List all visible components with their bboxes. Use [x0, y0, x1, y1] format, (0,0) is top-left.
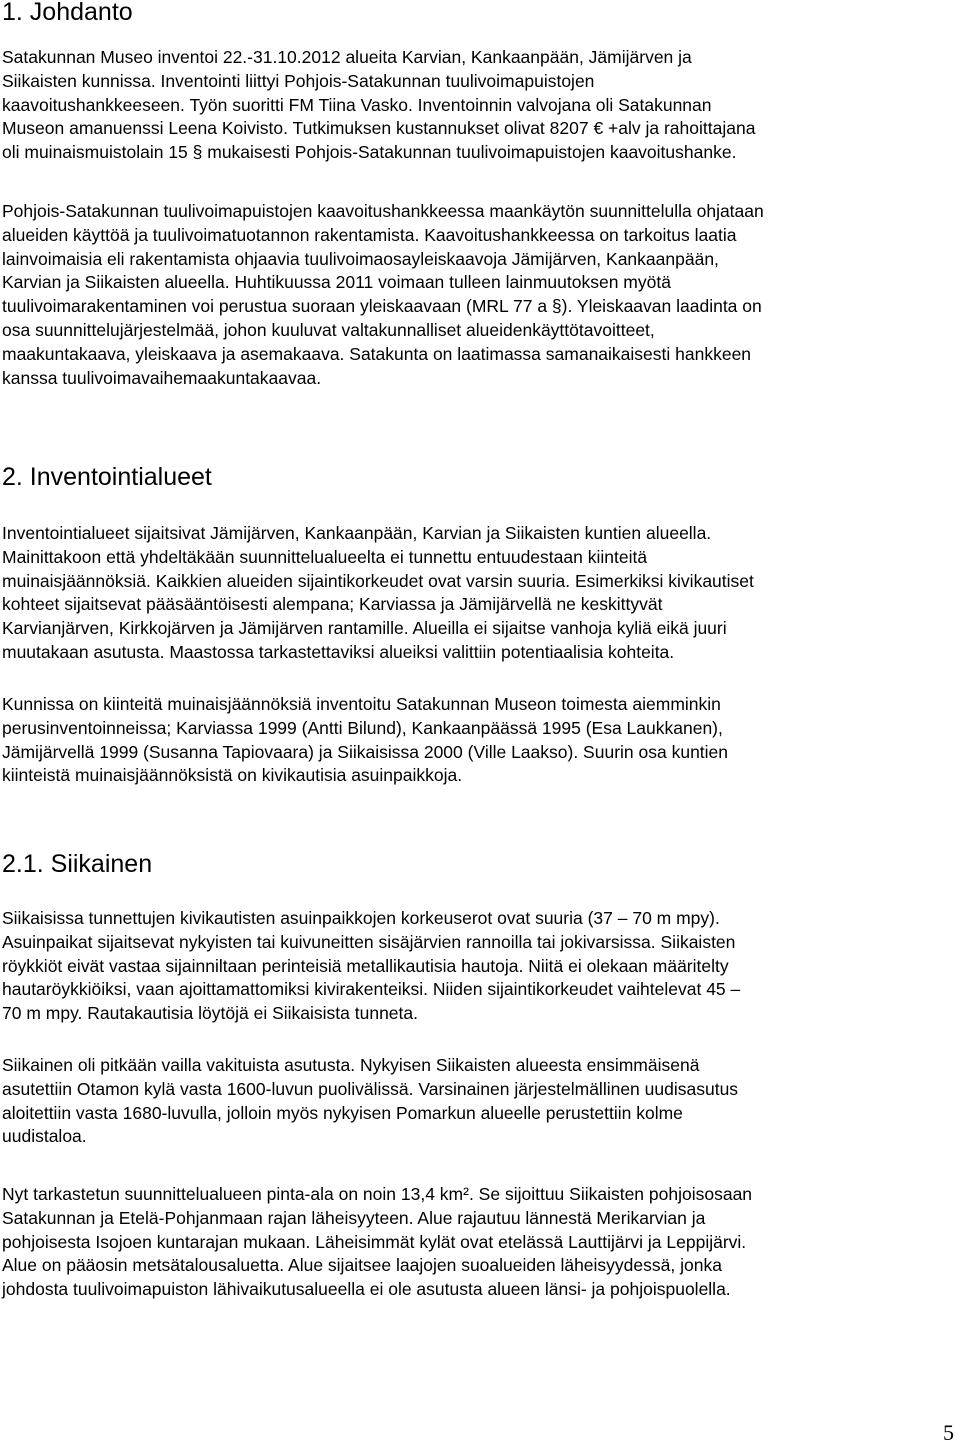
text-line: Karvian ja Siikaisten alueella. Huhtikuussa 2011 voimaan tulleen lainmuutoksen myötä — [2, 272, 671, 293]
text-line: oli muinaismuistolain 15 § mukaisesti Pohjois-Satakunnan tuulivoimapuistojen kaavoitushanke. — [2, 142, 737, 163]
text-line: kanssa tuulivoimavaihemaakuntakaavaa. — [2, 367, 322, 388]
section-heading-johdanto: 1. Johdanto — [2, 0, 133, 26]
text-line: Siikainen oli pitkään vailla vakituista asutusta. Nykyisen Siikaisten alueesta ensimmäisenä — [2, 1055, 700, 1075]
text-line: tuulivoimarakentaminen voi perustua suoraan yleiskaavaan (MRL 77 a §). Yleiskaavan laadinta on — [2, 296, 762, 317]
text-line: asutettiin Otamon kylä vasta 1600-luvun puolivälissä. Varsinainen järjestelmällinen uudisasutus — [2, 1078, 739, 1099]
text-line: Mainittakoon että yhdeltäkään suunnittelualueelta ei tunnettu entuudestaan kiinteitä — [2, 546, 648, 567]
text-line: Inventointialueet sijaitsivat Jämijärven, Kankaanpään, Karvian ja Siikaisten kuntien alueella. — [2, 523, 712, 543]
text-line: muutakaan asutusta. Maastossa tarkastettaviksi alueiksi valittiin potentiaalisia kohteita. — [2, 641, 675, 662]
paragraph-siikainen-history — [2, 1054, 958, 1149]
section-heading-siikainen: 2.1. Siikainen — [2, 850, 153, 878]
page-number: 5 — [943, 1420, 954, 1445]
text-line: kaavoitushankkeeseen. Työn suoritti FM Tiina Vasko. Inventoinnin valvojana oli Satakunnan — [2, 94, 712, 115]
paragraph-siikainen-area — [2, 1183, 958, 1302]
section-heading-inventointialueet: 2. Inventointialueet — [2, 463, 212, 491]
text-line: Pohjois-Satakunnan tuulivoimapuistojen kaavoitushankkeessa maankäytön suunnittelulla ohjataan — [2, 201, 764, 221]
text-line: Satakunnan Museo inventoi 22.-31.10.2012 alueita Karvian, Kankaanpään, Jämijärven ja — [2, 47, 692, 67]
text-line: Asuinpaikat sijaitsevat nykyisten tai kuivuneitten sisäjärvien rannoilla tai jokivarsissa. Siikaisten — [2, 931, 736, 952]
text-line: Nyt tarkastetun suunnittelualueen pinta-ala on noin 13,4 km². Se sijoittuu Siikaisten pohjoisosaan — [2, 1184, 753, 1204]
text-line: muinaisjäännöksiä. Kaikkien alueiden sijaintikorkeudet ovat varsin suuria. Esimerkiksi kivikautiset — [2, 570, 754, 591]
text-line: röykkiöt eivät vastaa sijainniltaan perinteisiä metallikautisia hautoja. Niitä ei olekaan määritelty — [2, 955, 729, 976]
text-line: Alue on pääosin metsätalousaluetta. Alue sijaitsee laajojen suoalueiden läheisyydessä, jonka — [2, 1255, 722, 1276]
text-line: Satakunnan ja Etelä-Pohjanmaan rajan läheisyyteen. Alue rajautuu lännestä Merikarvian ja — [2, 1207, 706, 1228]
text-line: johdosta tuulivoimapuiston lähivaikutusalueella ei ole asutusta alueen länsi- ja pohjoispuolella. — [2, 1279, 731, 1300]
text-line: osa suunnittelujärjestelmää, johon kuuluvat valtakunnalliset alueidenkäyttötavoitteet, — [2, 319, 655, 340]
paragraph-siikainen-sites — [2, 907, 958, 1026]
paragraph-previous-inventories — [2, 693, 958, 788]
text-line: Museon amanuenssi Leena Koivisto. Tutkimuksen kustannukset olivat 8207 € +alv ja rahoittajana — [2, 118, 756, 139]
text-line: perusinventoinneissa; Karviassa 1999 (Antti Bilund), Kankaanpäässä 1995 (Esa Laukkanen), — [2, 717, 723, 738]
text-line: Siikaisissa tunnettujen kivikautisten asuinpaikkojen korkeuserot ovat suuria (37 – 70 m mpy). — [2, 908, 720, 928]
text-line: kiinteistä muinaisjäännöksistä on kivikautisia asuinpaikkoja. — [2, 765, 463, 786]
text-line: hautaröykkiöiksi, vaan ajoittamattomiksi kivirakenteiksi. Niiden sijaintikorkeudet vaihtelevat 45 – — [2, 979, 741, 1000]
text-line: kohteet sijaitsevat pääsääntöisesti alempana; Karviassa ja Jämijärvellä ne keskittyvät — [2, 594, 663, 615]
text-line: 70 m mpy. Rautakautisia löytöjä ei Siikaisista tunneta. — [2, 1003, 418, 1024]
text-line: pohjoisesta Isojoen kuntarajan mukaan. Läheisimmät kylät ovat etelässä Lauttijärvi ja Leppijärvi. — [2, 1231, 747, 1252]
text-line: lainvoimaisia eli rakentamista ohjaavia tuulivoimaosayleiskaavoja Jämijärven, Kankaanpään, — [2, 248, 719, 269]
text-line: Jämijärvellä 1999 (Susanna Tapiovaara) ja Siikaisissa 2000 (Ville Laakso). Suurin osa kuntien — [2, 741, 729, 762]
paragraph-areas — [2, 522, 958, 665]
text-line: Siikaisten kunnissa. Inventointi liittyi Pohjois-Satakunnan tuulivoimapuistojen — [2, 70, 595, 91]
text-line: maakuntakaava, yleiskaava ja asemakaava. Satakunta on laatimassa samanaikaisesti hankkeen — [2, 343, 752, 364]
paragraph-project — [2, 200, 958, 390]
text-line: uudistaloa. — [2, 1126, 87, 1147]
text-line: aloitettiin vasta 1680-luvulla, jolloin myös nykyisen Pomarkun alueelle perustettiin kolme — [2, 1102, 683, 1123]
paragraph-intro — [2, 46, 958, 165]
text-line: Karvianjärven, Kirkkojärven ja Jämijärven rantamille. Alueilla ei sijaitse vanhoja kyliä eikä juuri — [2, 618, 727, 639]
text-line: alueiden käyttöä ja tuulivoimatuotannon rakentamista. Kaavoitushankkeessa on tarkoitus laatia — [2, 224, 737, 245]
text-line: Kunnissa on kiinteitä muinaisjäännöksiä inventoitu Satakunnan Museon toimesta aiemminkin — [2, 694, 721, 714]
